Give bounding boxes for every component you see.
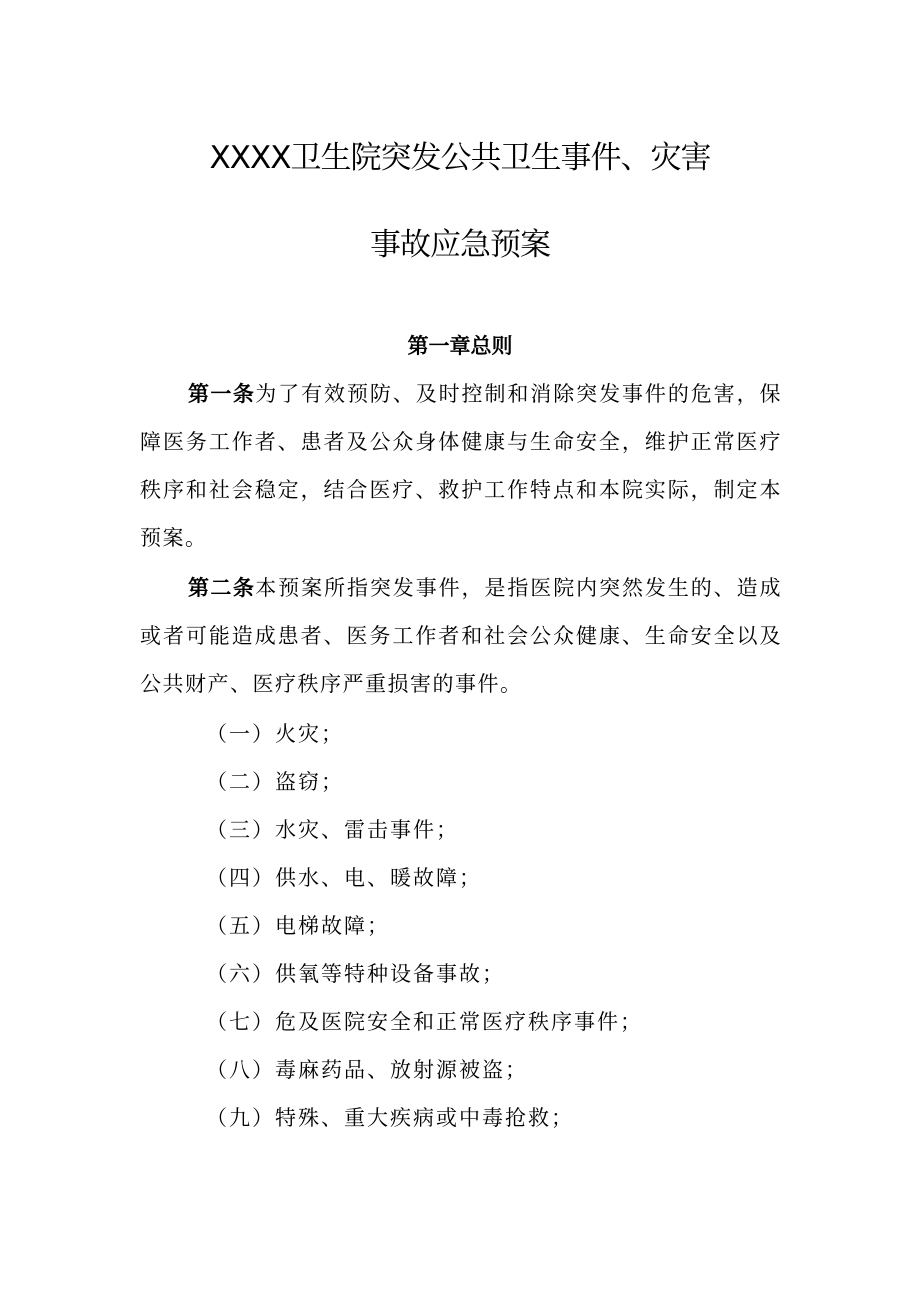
- list-item: （一）火灾；: [206, 722, 344, 746]
- list-item: （二）盗窃；: [206, 770, 344, 794]
- chapter-heading: 第一章总则: [407, 334, 513, 358]
- list-item: （九）特殊、重大疾病或中毒抢救；: [206, 1106, 574, 1130]
- article-1-text: 为了有效预防、及时控制和消除突发事件的危害，保障医务工作者、患者及公众身体健康与生命安全，维护正常医疗秩序和社会稳定，结合医疗、救护工作特点和本院实际，制定本预案。: [140, 382, 783, 550]
- list-item: （六）供氧等特种设备事故；: [206, 962, 505, 986]
- list-item: （八）毒麻药品、放射源被盗；: [206, 1058, 528, 1082]
- document-title-line-2: 事故应急预案: [370, 227, 550, 263]
- article-1-label: 第一条: [188, 382, 256, 406]
- article-2-label: 第二条: [188, 576, 256, 600]
- article-2-text: 本预案所指突发事件，是指医院内突然发生的、造成或者可能造成患者、医务工作者和社会公众健康、生命安全以及公共财产、医疗秩序严重损害的事件。: [140, 576, 783, 696]
- article-2-paragraph: [140, 564, 782, 708]
- event-type-list: [206, 710, 643, 1142]
- list-item: （七）危及医院安全和正常医疗秩序事件；: [206, 1010, 643, 1034]
- article-1-paragraph: [140, 370, 782, 562]
- list-item: （四）供水、电、暖故障；: [206, 866, 482, 890]
- list-item: （五）电梯故障；: [206, 914, 390, 938]
- document-title-line-1: XXXX卫生院突发公共卫生事件、灾害: [209, 140, 711, 176]
- list-item: （三）水灾、雷击事件；: [206, 818, 459, 842]
